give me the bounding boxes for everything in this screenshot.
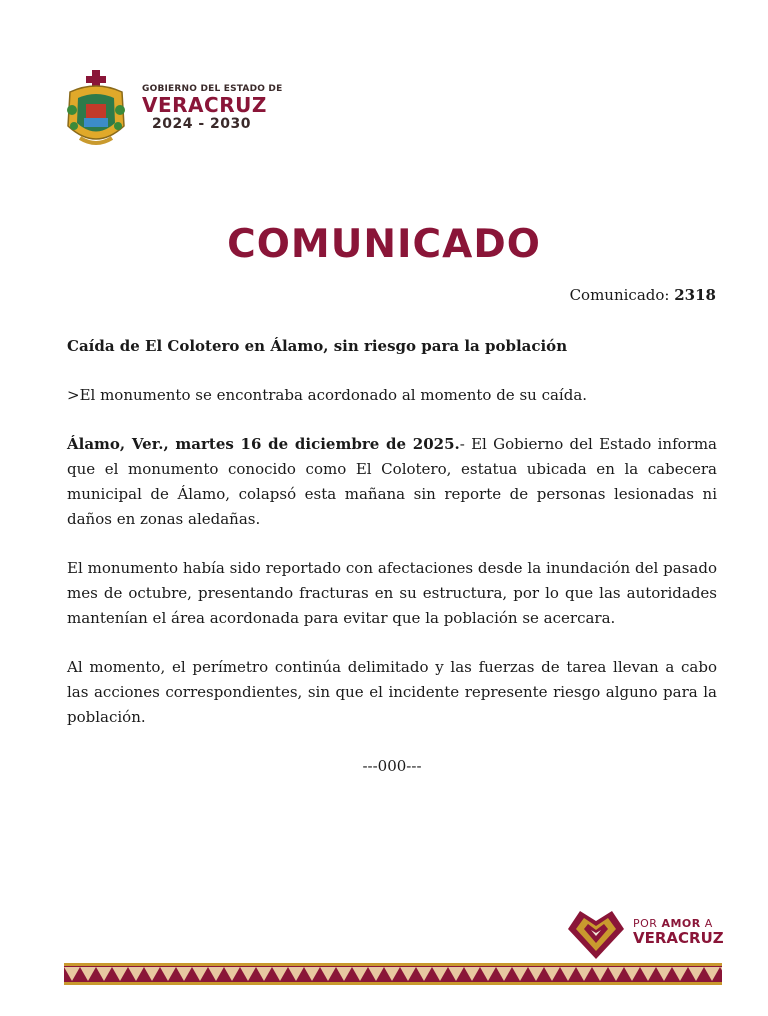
zigzag-band-icon (64, 963, 722, 985)
paragraph-2: El monumento había sido reportado con afectaciones desde la inundación del pasado mes de octubre, presentando fracturas en su estructura, por lo que las autoridades mantenían el área acordonada para evitar que la población se acercara. (67, 559, 717, 627)
paragraph-1 (67, 432, 717, 532)
gov-line-1: GOBIERNO DEL ESTADO DE (142, 84, 283, 94)
gov-line-3: 2024 - 2030 (152, 116, 251, 132)
closing-mark: ---000--- (362, 757, 422, 775)
footer-logo (566, 905, 736, 963)
government-wordmark (142, 84, 283, 132)
veracruz-coat-of-arms-icon (60, 68, 132, 150)
footer-line-2: VERACRUZ (633, 929, 724, 947)
footer-word-a: A (700, 917, 713, 930)
headline: Caída de El Colotero en Álamo, sin riesgo para la población (67, 337, 568, 355)
paragraph-1-text: - El Gobierno del Estado informa que el monumento conocido como El Colotero, estatua ubicada en la cabecera municipal de Álamo, colapsó esta mañana sin reporte de personas lesionadas ni daños en zonas aledañas. (67, 435, 717, 528)
header-logo (60, 68, 283, 150)
communique-value: 2318 (674, 286, 716, 304)
footer-word-amor: AMOR (661, 917, 701, 930)
communique-label: Comunicado: (569, 286, 670, 304)
bullet-summary: >El monumento se encontraba acordonado al momento de su caída. (67, 386, 588, 404)
dateline: Álamo, Ver., martes 16 de diciembre de 2025. (67, 435, 460, 453)
document-title: COMUNICADO (227, 222, 541, 267)
document-body (67, 334, 717, 803)
heart-pattern-icon (566, 905, 626, 961)
footer-word-por: POR (633, 917, 662, 930)
gov-line-2: VERACRUZ (142, 93, 267, 117)
paragraph-3: Al momento, el perímetro continúa delimitado y las fuerzas de tarea llevan a cabo las acciones correspondientes, sin que el incidente represente riesgo alguno para la población. (67, 658, 717, 726)
footer-slogan (633, 917, 724, 946)
communique-number (570, 286, 716, 304)
